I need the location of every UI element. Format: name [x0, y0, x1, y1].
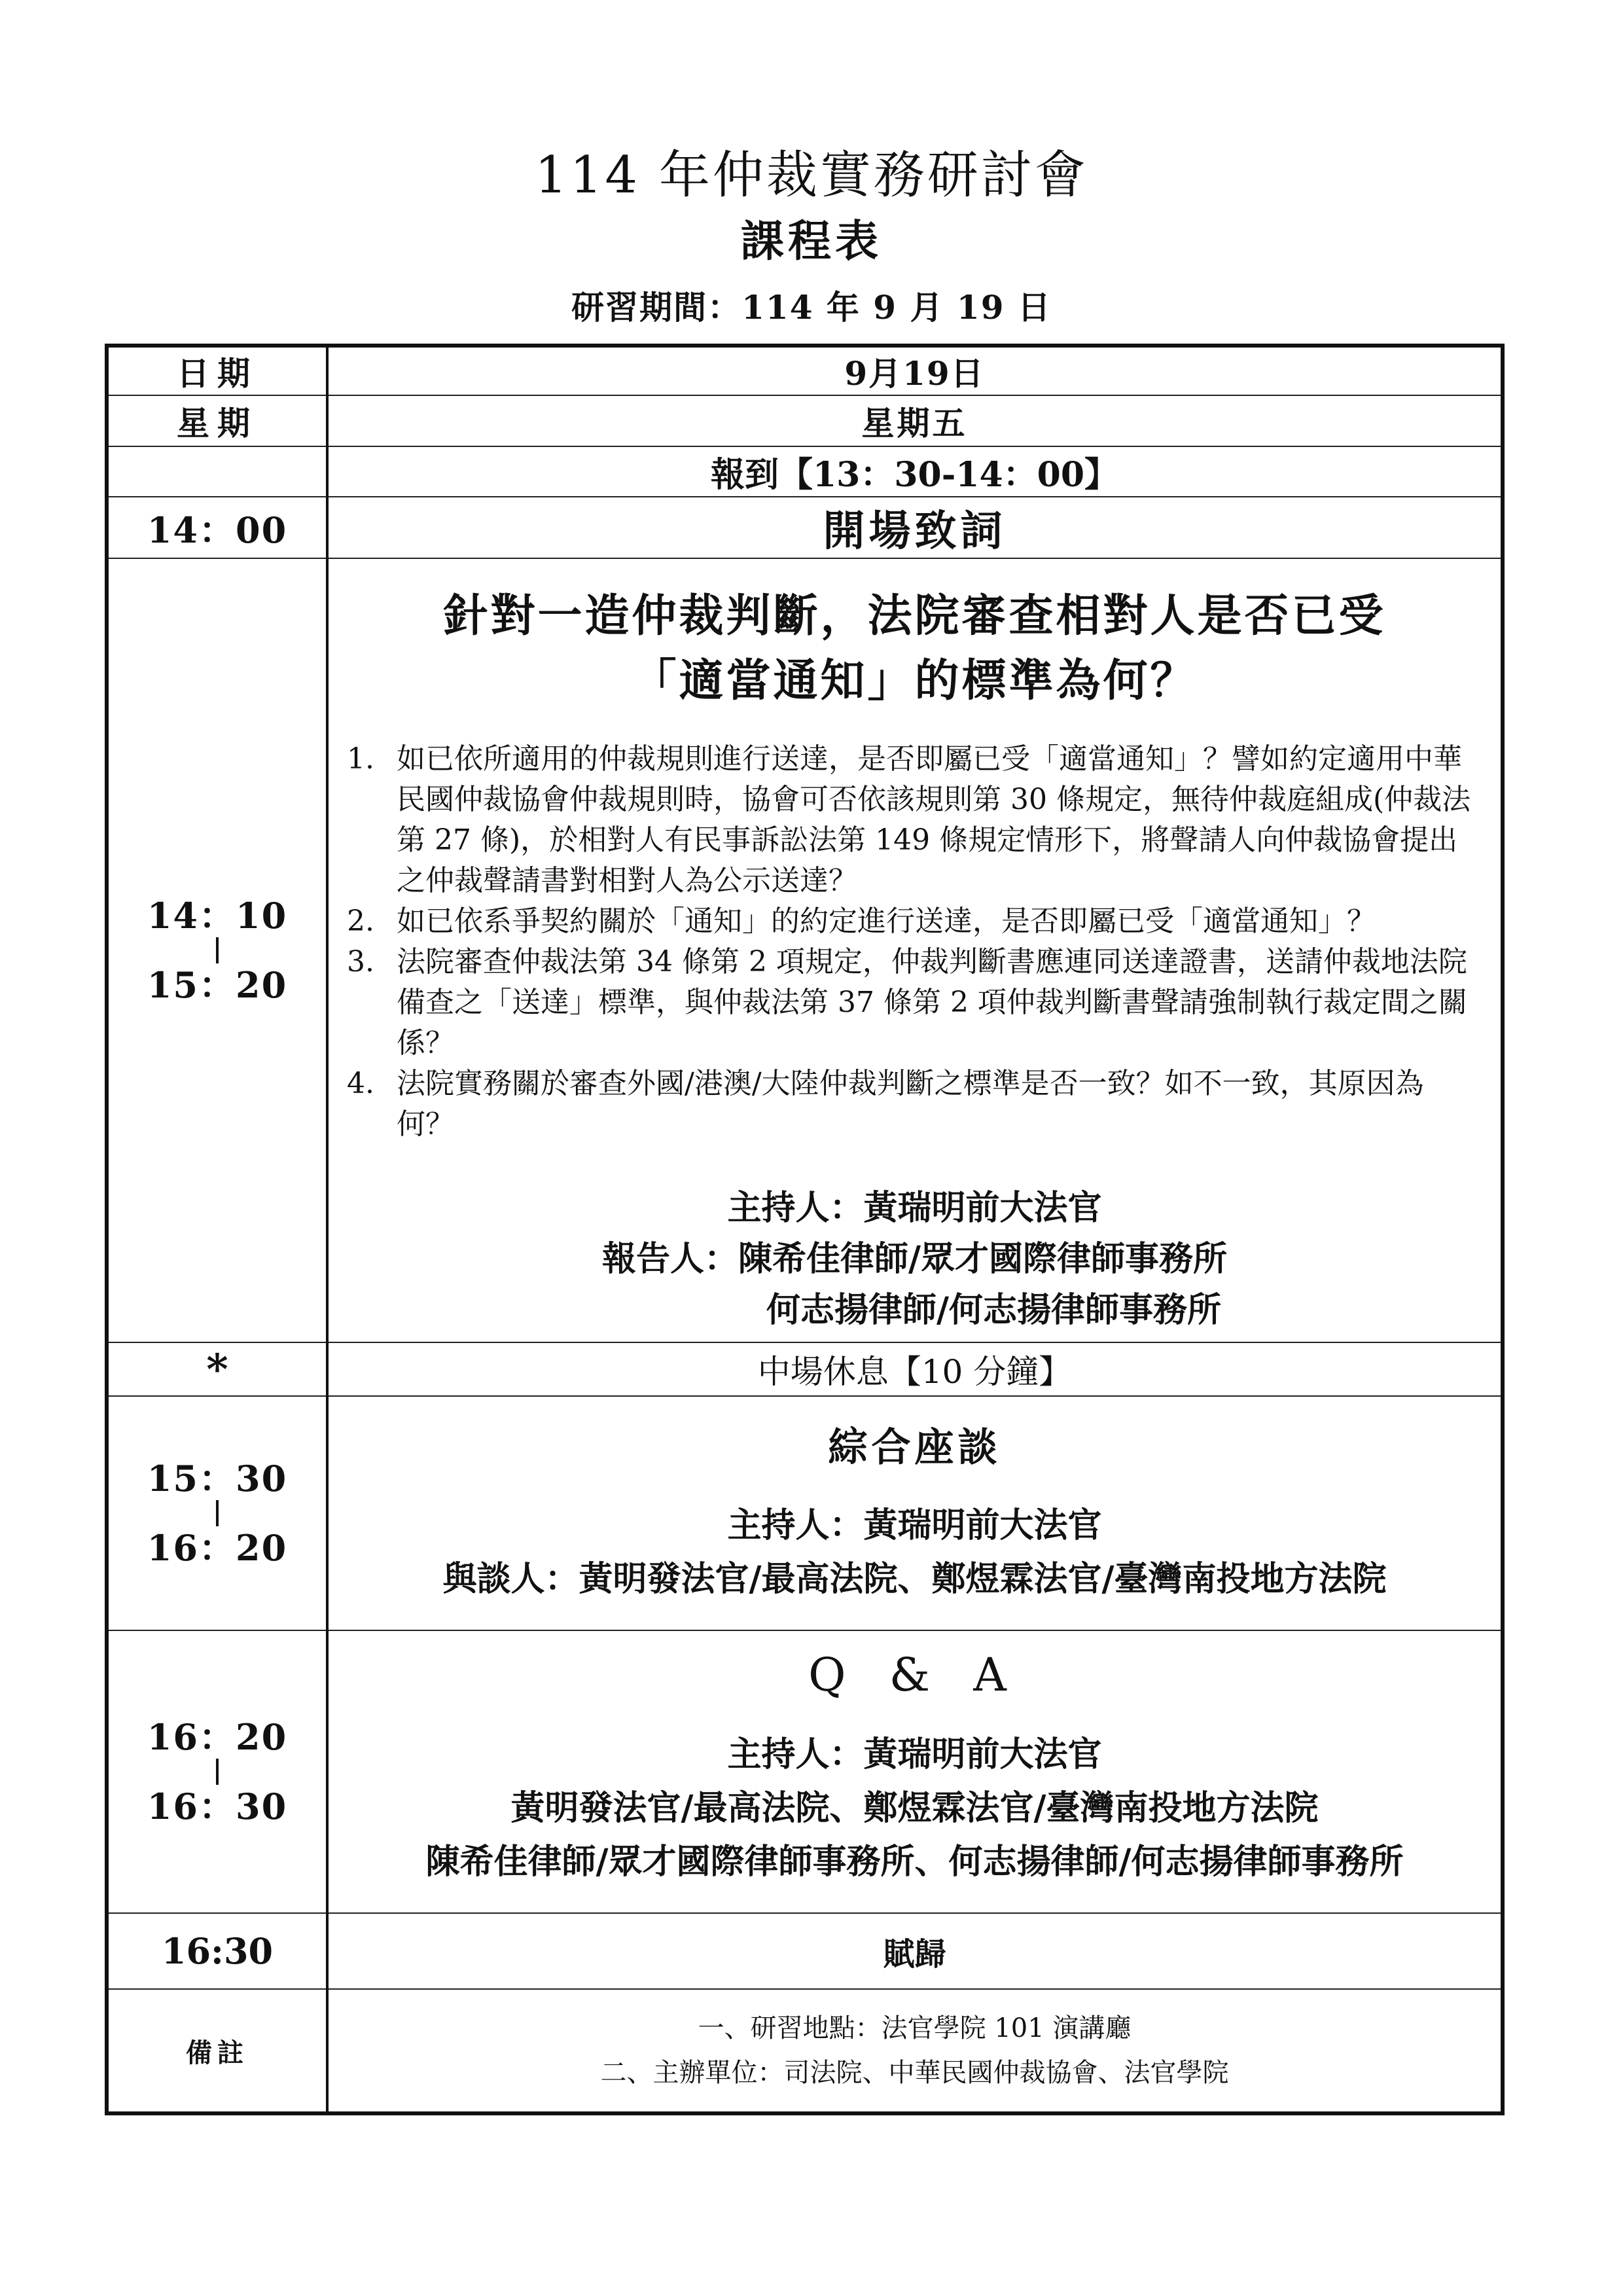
session2-title: 綜合座談 [828, 1425, 1001, 1471]
session1-host: 主持人：黃瑞明前大法官 [727, 1188, 1102, 1229]
question-text: 法院實務關於審查外國/港澳/大陸仲裁判斷之標準是否一致？如不一致，其原因為何？ [397, 1067, 1424, 1141]
schedule-table [105, 344, 1505, 2115]
session2-host: 主持人：黃瑞明前大法官 [727, 1505, 1102, 1545]
session3-row [107, 1630, 1503, 1913]
break-text: 中場休息【10 分鐘】 [327, 1342, 1503, 1396]
question-text: 法院審查仲裁法第 34 條第 2 項規定，仲裁判斷書應連同送達證書，送請仲裁地法院備查之「送達」標準，與仲裁法第 37 條第 2 項仲裁判斷書聲請強制執行裁定間之關係？ [397, 945, 1467, 1060]
session2-time-start: 15：30 [147, 1458, 288, 1499]
registration-text: 報到【13：30-14：00】 [327, 446, 1503, 497]
session1-row [107, 558, 1503, 1342]
session1-time-start: 14：10 [147, 895, 288, 937]
question-number: 4. [347, 1067, 374, 1101]
weekday-value: 星期五 [327, 395, 1503, 446]
session2-row [107, 1396, 1503, 1630]
session2-time-cell [107, 1396, 327, 1630]
weekday-row [107, 395, 1503, 446]
session3-people [329, 1728, 1501, 1912]
opening-time: 14：00 [107, 497, 327, 558]
session1-content [327, 558, 1503, 1342]
study-period: 研習期間：114 年 9 月 19 日 [571, 288, 1052, 327]
opening-row [107, 497, 1503, 558]
question-number: 3. [347, 945, 374, 979]
closing-time: 16:30 [107, 1913, 327, 1989]
date-value: 9月19日 [327, 346, 1503, 395]
session1-reporter-2: 何志揚律師/何志揚律師事務所 [766, 1290, 1221, 1331]
session1-topic-line2: 「適當通知」的標準為何？ [632, 654, 1198, 707]
session2-panelists: 與談人：黃明發法官/最高法院、鄭煜霖法官/臺灣南投地方法院 [442, 1559, 1387, 1599]
date-label: 日期 [107, 346, 327, 395]
notes-row [107, 1989, 1503, 2113]
session2-people [329, 1499, 1501, 1630]
session3-time-end: 16：30 [147, 1785, 288, 1827]
notes-item-location: 一、研習地點：法官學院 101 演講廳 [698, 2013, 1132, 2043]
registration-time-cell [107, 446, 327, 497]
question-text: 如已依系爭契約關於「通知」的約定進行送達，是否即屬已受「適當通知」？ [397, 905, 1376, 939]
list-item [347, 739, 1474, 901]
session1-topic-line1: 針對一造仲裁判斷，法院審查相對人是否已受 [443, 590, 1386, 642]
session3-content [327, 1630, 1503, 1913]
question-number: 2. [347, 905, 374, 939]
session1-time-cell [107, 558, 327, 1342]
date-row [107, 346, 1503, 395]
notes-item-organizers: 二、主辦單位：司法院、中華民國仲裁協會、法官學院 [600, 2058, 1229, 2088]
session3-host: 主持人：黃瑞明前大法官 [727, 1734, 1102, 1774]
registration-row [107, 446, 1503, 497]
session3-time-cell [107, 1630, 327, 1913]
session1-topic [329, 559, 1501, 713]
time-range-divider [216, 1759, 219, 1785]
session2-time-end: 16：20 [147, 1527, 288, 1569]
session3-title: Q & A [808, 1648, 1021, 1702]
time-range-divider [216, 1500, 219, 1526]
document-title: 114 年仲裁實務研討會 [535, 146, 1088, 205]
question-text: 如已依所適用的仲裁規則進行送達，是否即屬已受「適當通知」？譬如約定適用中華民國仲裁協會仲裁規則時，協會可否依該規則第 30 條規定，無待仲裁庭組成(仲裁法第 27 條)，於相對人有民事訴訟法第 149 條規定情形下，將聲請人向仲裁協會提出之仲裁聲請書對相對人為公示送達？ [397, 742, 1471, 898]
session1-reporters [329, 1234, 1501, 1336]
list-item [347, 942, 1474, 1064]
document-subtitle: 課程表 [741, 215, 882, 266]
break-mark: * [107, 1342, 327, 1396]
notes-label: 備註 [107, 1989, 327, 2113]
weekday-label: 星期 [107, 395, 327, 446]
time-range-divider [216, 937, 219, 963]
notes-content [327, 1989, 1503, 2113]
session3-panelists-judges: 黃明發法官/最高法院、鄭煜霖法官/臺灣南投地方法院 [510, 1788, 1319, 1828]
closing-title: 賦歸 [327, 1913, 1503, 1989]
opening-title: 開場致詞 [327, 497, 1503, 558]
session1-question-list [347, 739, 1474, 1145]
session1-time-end: 15：20 [147, 964, 288, 1006]
question-number: 1. [347, 742, 374, 776]
session3-panelists-lawyers: 陳希佳律師/眾才國際律師事務所、何志揚律師/何志揚律師事務所 [425, 1842, 1404, 1882]
session1-reporter-1: 報告人：陳希佳律師/眾才國際律師事務所 [602, 1239, 1227, 1280]
break-row [107, 1342, 1503, 1396]
session2-content [327, 1396, 1503, 1630]
list-item [347, 1064, 1474, 1145]
closing-row [107, 1913, 1503, 1989]
session3-time-start: 16：20 [147, 1716, 288, 1758]
list-item [347, 901, 1474, 942]
